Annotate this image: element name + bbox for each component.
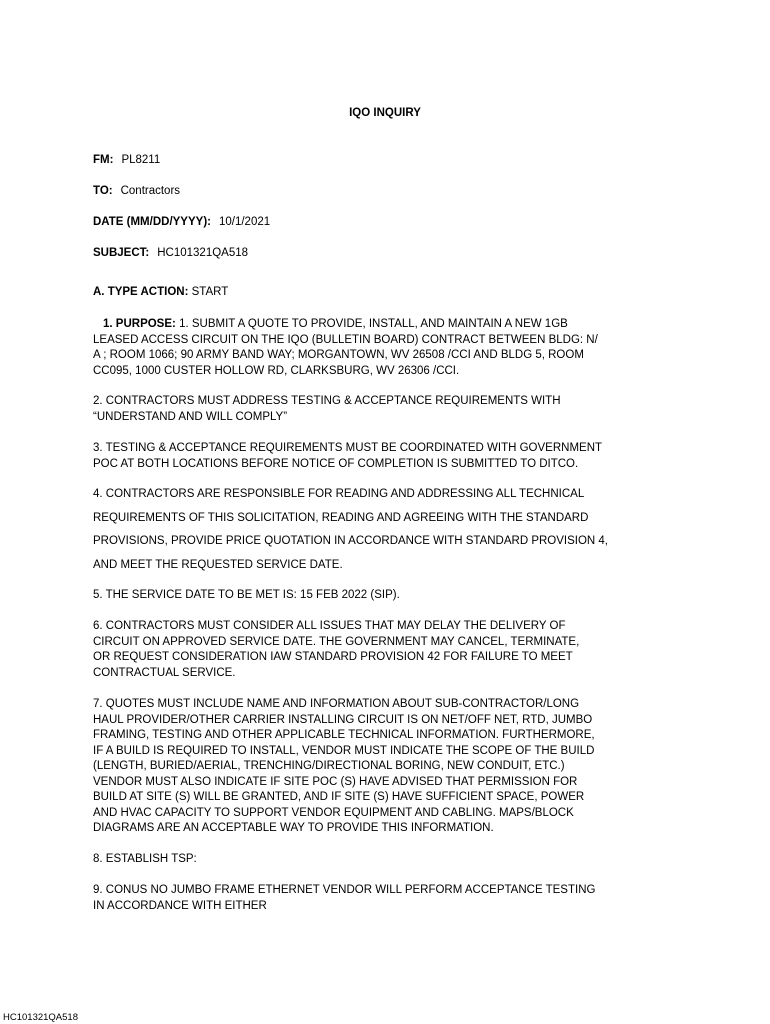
paragraph-9: 9. CONUS NO JUMBO FRAME ETHERNET VENDOR WILL PERFORM ACCEPTANCE TESTING IN ACCORDANCE WITH EITHER xyxy=(93,884,596,912)
paragraph-7: 7. QUOTES MUST INCLUDE NAME AND INFORMATION ABOUT SUB-CONTRACTOR/LONG HAUL PROVIDER/OTHER CARRIER INSTALLING CIRCUIT IS ON NET/OFF NET, RTD, JUMBO FRAMING, TESTING AND OTHER APPLICABLE TECHNICAL INFORMATION. FURTHERMORE, IF A BUILD IS REQUIRED TO INSTALL, VENDOR MUST INDICATE THE SCOPE OF THE BUILD (LENGTH, BURIED/AERIAL, TRENCHING/DIRECTIONAL BORING, NEW CONDUIT, ETC.) VENDOR MUST ALSO INDICATE IF SITE POC (S) HAVE ADVISED THAT PERMISSION FOR BUILD AT SITE (S) WILL BE GRANTED, AND IF SITE (S) HAVE SUFFICIENT SPACE, POWER AND HVAC CAPACITY TO SUPPORT VENDOR EQUIPMENT AND CABLING. MAPS/BLOCK DIAGRAMS ARE AN ACCEPTABLE WAY TO PROVIDE THIS INFORMATION. xyxy=(93,698,595,834)
paragraph-2: 2. CONTRACTORS MUST ADDRESS TESTING & ACCEPTANCE REQUIREMENTS WITH “UNDERSTAND AND WILL COMPLY” xyxy=(93,395,561,423)
paragraph-6: 6. CONTRACTORS MUST CONSIDER ALL ISSUES THAT MAY DELAY THE DELIVERY OF CIRCUIT ON APPROVED SERVICE DATE. THE GOVERNMENT MAY CANCEL, TERMINATE, OR REQUEST CONSIDERATION IAW STANDARD PROVISION 42 FOR FAILURE TO MEET CONTRACTUAL SERVICE. xyxy=(93,620,580,679)
from-line xyxy=(93,154,160,166)
type-action-line xyxy=(93,286,228,298)
to-label: TO: xyxy=(93,185,113,197)
paragraph-5: 5. THE SERVICE DATE TO BE MET IS: 15 FEB 2022 (SIP). xyxy=(93,589,400,601)
date-line xyxy=(93,216,270,228)
from-label: FM: xyxy=(93,154,114,166)
date-label: DATE (MM/DD/YYYY): xyxy=(93,216,211,228)
subject-label: SUBJECT: xyxy=(93,247,150,259)
paragraph-8: 8. ESTABLISH TSP: xyxy=(93,853,197,865)
from-value: PL8211 xyxy=(121,154,161,166)
document-title: IQO INQUIRY xyxy=(349,107,421,119)
purpose-paragraph xyxy=(93,317,693,379)
to-value: Contractors xyxy=(120,185,181,197)
paragraph-4: 4. CONTRACTORS ARE RESPONSIBLE FOR READING AND ADDRESSING ALL TECHNICAL REQUIREMENTS OF THIS SOLICITATION, READING AND AGREEING WITH THE STANDARD PROVISIONS, PROVIDE PRICE QUOTATION IN ACCORDANCE WITH STANDARD PROVISION 4, AND MEET THE REQUESTED SERVICE DATE. xyxy=(93,488,609,571)
purpose-label: 1. PURPOSE: xyxy=(103,318,176,330)
subject-line xyxy=(93,247,248,259)
to-line xyxy=(93,185,180,197)
page-footer-id: HC101321QA518 xyxy=(3,1012,78,1023)
type-action-value: START xyxy=(191,286,229,298)
date-value: 10/1/2021 xyxy=(218,216,271,228)
paragraph-3: 3. TESTING & ACCEPTANCE REQUIREMENTS MUST BE COORDINATED WITH GOVERNMENT POC AT BOTH LOCATIONS BEFORE NOTICE OF COMPLETION IS SUBMITTED TO DITCO. xyxy=(93,442,603,470)
subject-value: HC101321QA518 xyxy=(157,247,249,259)
type-action-label: A. TYPE ACTION: xyxy=(93,286,189,298)
purpose-text: 1. SUBMIT A QUOTE TO PROVIDE, INSTALL, AND MAINTAIN A NEW 1GB LEASED ACCESS CIRCUIT ON THE IQO (BULLETIN BOARD) CONTRACT BETWEEN BLDG: N/ A ; ROOM 1066; 90 ARMY BAND WAY; MORGANTOWN, WV 26508 /CCI AND BLDG 5, ROOM CC095, 1000 CUSTER HOLLOW RD, CLARKSBURG, WV 26306 /CCI. xyxy=(93,318,598,377)
